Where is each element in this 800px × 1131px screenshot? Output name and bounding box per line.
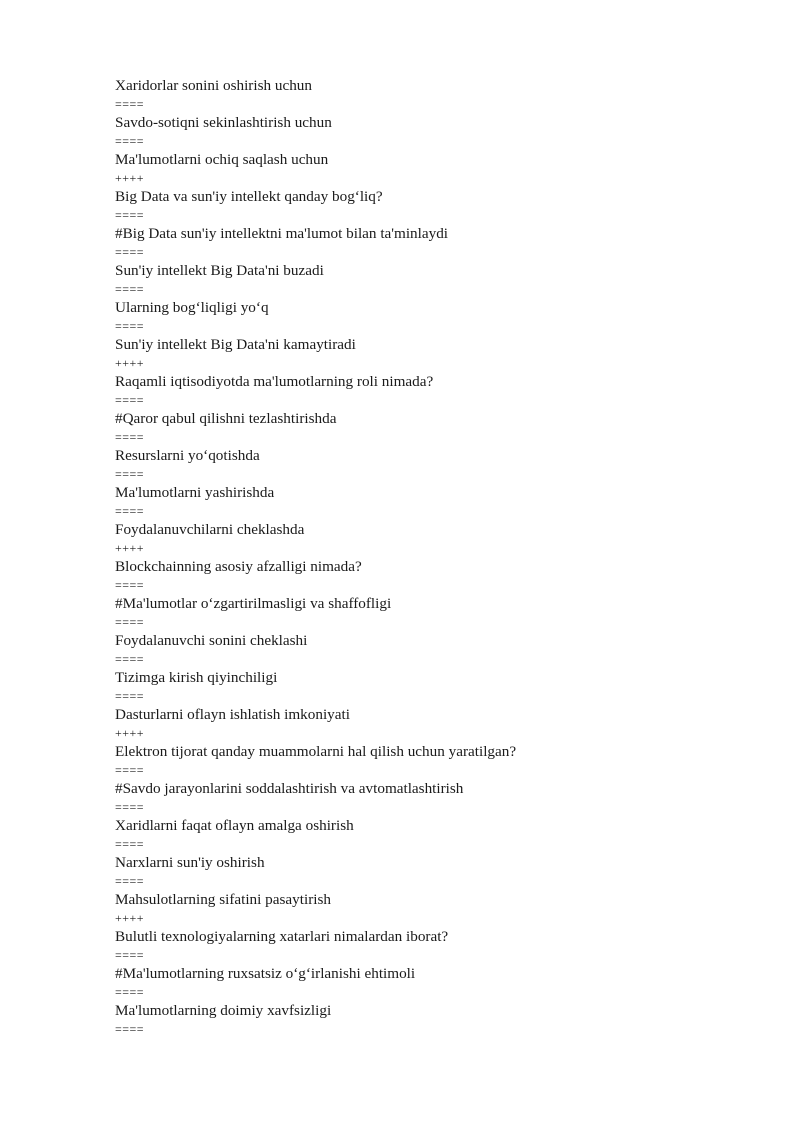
answer-separator: ==== — [115, 689, 145, 703]
answer-option-line: Resurslarni yo‘qotishda — [115, 447, 260, 464]
question-line: Blockchainning asosiy afzalligi nimada? — [115, 558, 362, 575]
answer-separator: ==== — [115, 430, 145, 444]
answer-option-line: Sun'iy intellekt Big Data'ni buzadi — [115, 262, 324, 279]
answer-separator: ==== — [115, 504, 145, 518]
answer-separator: ==== — [115, 763, 145, 777]
answer-separator: ==== — [115, 1022, 145, 1036]
correct-answer-line: #Qaror qabul qilishni tezlashtirishda — [115, 410, 337, 427]
answer-option-line: Foydalanuvchi sonini cheklashi — [115, 632, 308, 649]
question-line: Bulutli texnologiyalarning xatarlari nimalardan iborat? — [115, 928, 449, 945]
correct-answer-line: #Ma'lumotlar o‘zgartirilmasligi va shaffofligi — [115, 595, 392, 612]
answer-option-line: Ma'lumotlarni yashirishda — [115, 484, 275, 501]
answer-option-line: Xaridorlar sonini oshirish uchun — [115, 77, 312, 94]
question-line: Elektron tijorat qanday muammolarni hal qilish uchun yaratilgan? — [115, 743, 517, 760]
answer-option-line: Savdo-sotiqni sekinlashtirish uchun — [115, 114, 332, 131]
answer-option-line: Sun'iy intellekt Big Data'ni kamaytiradi — [115, 336, 356, 353]
answer-option-line: Dasturlarni oflayn ishlatish imkoniyati — [115, 706, 350, 723]
answer-separator: ==== — [115, 948, 145, 962]
answer-option-line: Tizimga kirish qiyinchiligi — [115, 669, 278, 686]
answer-separator: ==== — [115, 467, 145, 481]
answer-separator: ==== — [115, 208, 145, 222]
correct-answer-line: #Big Data sun'iy intellektni ma'lumot bilan ta'minlaydi — [115, 225, 449, 242]
question-separator: ++++ — [115, 726, 145, 740]
answer-option-line: Ma'lumotlarni ochiq saqlash uchun — [115, 151, 329, 168]
answer-option-line: Narxlarni sun'iy oshirish — [115, 854, 265, 871]
answer-separator: ==== — [115, 578, 145, 592]
answer-option-line: Xaridlarni faqat oflayn amalga oshirish — [115, 817, 354, 834]
answer-separator: ==== — [115, 319, 145, 333]
answer-separator: ==== — [115, 985, 145, 999]
answer-separator: ==== — [115, 134, 145, 148]
answer-separator: ==== — [115, 837, 145, 851]
answer-separator: ==== — [115, 800, 145, 814]
answer-option-line: Ularning bog‘liqligi yo‘q — [115, 299, 269, 316]
answer-separator: ==== — [115, 652, 145, 666]
question-line: Raqamli iqtisodiyotda ma'lumotlarning roli nimada? — [115, 373, 434, 390]
answer-separator: ==== — [115, 245, 145, 259]
question-separator: ++++ — [115, 171, 145, 185]
answer-separator: ==== — [115, 393, 145, 407]
correct-answer-line: #Savdo jarayonlarini soddalashtirish va avtomatlashtirish — [115, 780, 464, 797]
quiz-text-body — [115, 75, 735, 1037]
question-separator: ++++ — [115, 356, 145, 370]
answer-separator: ==== — [115, 282, 145, 296]
answer-separator: ==== — [115, 615, 145, 629]
answer-separator: ==== — [115, 97, 145, 111]
question-separator: ++++ — [115, 911, 145, 925]
question-separator: ++++ — [115, 541, 145, 555]
correct-answer-line: #Ma'lumotlarning ruxsatsiz o‘g‘irlanishi ehtimoli — [115, 965, 416, 982]
answer-option-line: Mahsulotlarning sifatini pasaytirish — [115, 891, 331, 908]
answer-option-line: Ma'lumotlarning doimiy xavfsizligi — [115, 1002, 332, 1019]
answer-option-line: Foydalanuvchilarni cheklashda — [115, 521, 305, 538]
answer-separator: ==== — [115, 874, 145, 888]
question-line: Big Data va sun'iy intellekt qanday bog‘liq? — [115, 188, 383, 205]
